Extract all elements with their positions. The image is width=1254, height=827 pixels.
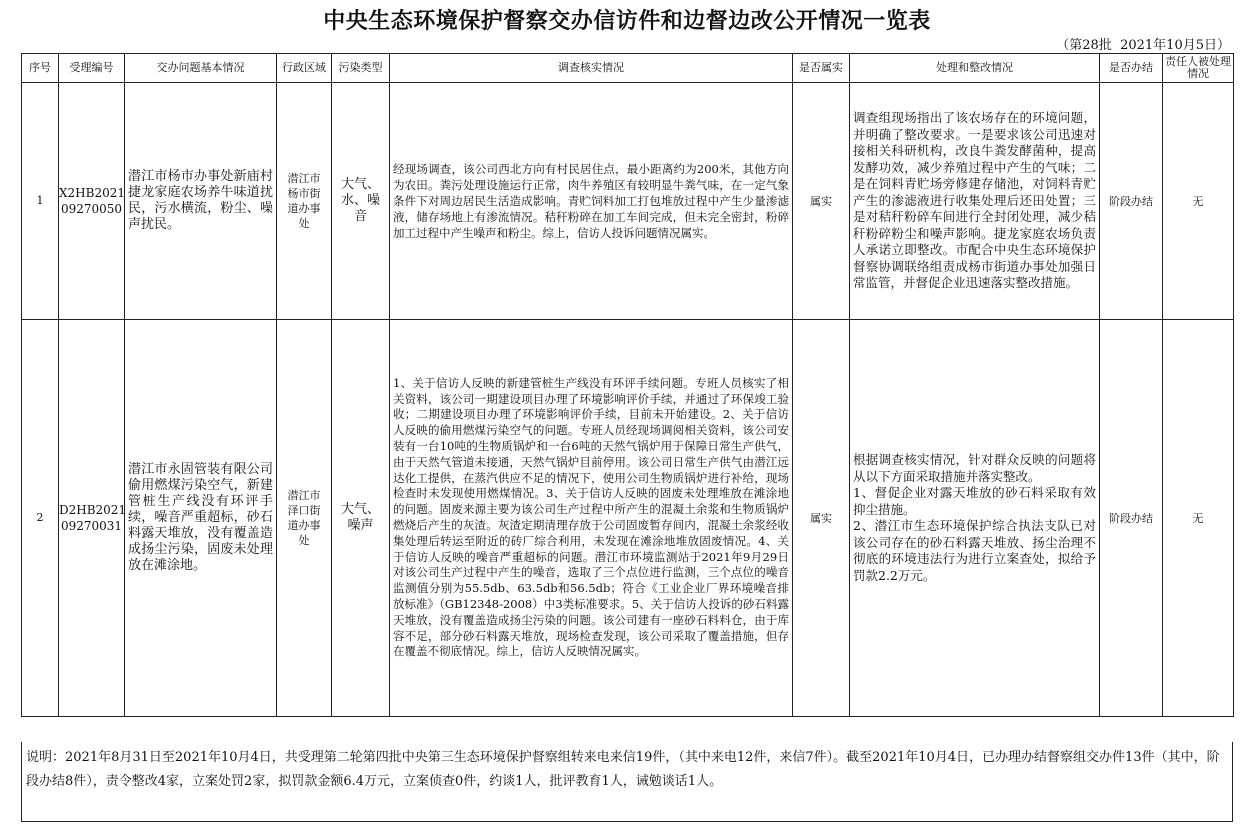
pollution-type: 大气、噪声: [332, 320, 390, 717]
verified-cell: 属实: [793, 83, 850, 320]
batch-date: （第28批 2021年10月5日）: [1056, 38, 1230, 53]
case-code: D2HB2021 09270031: [59, 320, 125, 717]
header-cell: 处理和整改情况: [850, 54, 1100, 83]
handling-cell: [850, 83, 1100, 320]
table-row: [22, 320, 1234, 717]
header-cell: 是否办结: [1100, 54, 1163, 83]
header-cell: 调查核实情况: [390, 54, 793, 83]
handling-text: 根据调查核实情况，针对群众反映的问题将从以下方面采取措施并落实整改。 1、督促企业对露天堆放的砂石料采取有效抑尘措施。 2、潜江市生态环境保护综合执法支队已对该公司存在的砂石料露天堆放、扬尘治理不彻底的环境违法行为进行立案查处，拟给予罚款2.2万元。: [853, 452, 1096, 583]
region-cell: [277, 320, 332, 717]
header-row: [22, 54, 1234, 83]
investigation-text: 1、关于信访人反映的新建管桩生产线没有环评手续问题。专班人员核实了相关资料，该公司一期建设项目办理了环境影响评价手续，并通过了环保竣工验收；二期建设项目办理了环境影响评价手续，目前未开始建设。2、关于信访人反映的偷用燃煤污染空气的问题。专班人员经现场调阅相关资料，该公司安装有一台10吨的生物质锅炉和一台6吨的天然气锅炉用于保障日常生产供气，由于天然气管道未接通，天然气锅炉目前停用。该公司日常生产供气由潜江远达化工提供，在蒸汽供应不足的情况下，使用公司生物质锅炉进行补给，现场检查时未发现使用燃煤情况。3、关于信访人反映的固废未处理堆放在滩涂地的问题。固废来源主要为该公司生产过程中所产生的混凝土余浆和生物质锅炉燃烧后产生的灰渣。灰渣定期清理存放于公司固废暂存间内，混凝土余浆经收集处理后转运至附近的砖厂综合利用，未发现在滩涂地堆放固废情况。4、关于信访人反映的噪音严重超标的问题。潜江市环境监测站于2021年9月29日对该公司生产过程中产生的噪音，选取了三个点位进行监测，三个点位的噪音监测值分别为55.5db、63.5db和56.5db；符合《工业企业厂界环境噪音排放标准》（GB12348-2008）中3类标准要求。5、关于信访人投诉的砂石料露天堆放，没有覆盖造成扬尘污染的问题。该公司建有一座砂石料料仓，由于库容不足，部分砂石料露天堆放，现场检查发现，该公司采取了覆盖措施，但存在覆盖不彻底情况。综上，信访人反映情况属实。: [393, 375, 789, 659]
header-cell: 是否属实: [793, 54, 850, 83]
region-text: 潜江市杨市街道办事处: [287, 172, 321, 230]
responsible-status: 无: [1163, 83, 1234, 320]
report-table: [21, 53, 1234, 717]
responsible-status: 无: [1163, 320, 1234, 717]
header-cell: 交办问题基本情况: [125, 54, 277, 83]
investigation-cell: [390, 320, 793, 717]
completion-status: 阶段办结: [1100, 320, 1163, 717]
completion-status: 阶段办结: [1100, 83, 1163, 320]
investigation-cell: [390, 83, 793, 320]
pollution-type: 大气、水、噪音: [332, 83, 390, 320]
row-number: 2: [22, 320, 59, 717]
investigation-text: 经现场调查，该公司西北方向有村民居住点，最小距离约为200米，其他方向为农田。粪污处理设施运行正常，肉牛养殖区有较明显牛粪气味，在一定气象条件下对周边居民生活造成影响。青贮饲料加工打包堆放过程中产生少量渗滤液，储存场地上有渗流情况。秸秆粉碎在加工车间完成，但未完全密封，粉碎加工过程中产生噪声和粉尘。综上，信访人投诉问题情况属实。: [393, 162, 789, 240]
issue-summary: [125, 320, 277, 717]
region-cell: [277, 83, 332, 320]
page-title: 中央生态环境保护督察交办信访件和边督边改公开情况一览表: [323, 9, 931, 34]
header-cell: 序号: [22, 54, 59, 83]
case-code: X2HB2021 09270050: [59, 83, 125, 320]
handling-cell: [850, 320, 1100, 717]
issue-text: 潜江市杨市办事处新庙村捷龙家庭农场养牛味道扰民，污水横流，粉尘、噪声扰民。: [128, 169, 273, 232]
issue-text: 潜江市永固管装有限公司偷用燃煤污染空气，新建管桩生产线没有环评手续，噪音严重超标，砂石料露天堆放，没有覆盖造成扬尘污染，固废未处理放在滩涂地。: [128, 462, 273, 573]
region-text: 潜江市泽口街道办事处: [287, 489, 321, 547]
header-cell: 受理编号: [59, 54, 125, 83]
header-cell: 行政区域: [277, 54, 332, 83]
summary-note: 说明：2021年8月31日至2021年10月4日，共受理第二轮第四批中央第三生态环境保护督察组转来电来信19件，（其中来电12件，来信7件）。截至2021年10月4日，已办理办结督察组交办件13件（其中，阶段办结8件），责令整改4家，立案处罚2家，拟罚款金额6.4万元，立案侦查0件，约谈1人，批评教育1人，诫勉谈话1人。: [21, 742, 1233, 822]
header-cell: 污染类型: [332, 54, 390, 83]
verified-cell: 属实: [793, 320, 850, 717]
row-number: 1: [22, 83, 59, 320]
header-cell: 责任人被处理情况: [1163, 54, 1234, 83]
table-row: [22, 83, 1234, 320]
handling-text: 调查组现场指出了该农场存在的环境问题，并明确了整改要求。一是要求该公司迅速对接相关科研机构，改良牛粪发酵菌种，提高发酵功效，减少养殖过程中产生的气味；二是在饲料青贮场旁修建存储池，对饲料青贮产生的渗滤液进行收集处理后还田处置；三是对秸秆粉碎车间进行全封闭处理，减少秸秆粉碎粉尘和噪声影响。捷龙家庭农场负责人承诺立即整改。市配合中央生态环境保护督察协调联络组责成杨市街道办事处加强日常监管，并督促企业迅速落实整改措施。: [853, 110, 1096, 291]
issue-summary: [125, 83, 277, 320]
